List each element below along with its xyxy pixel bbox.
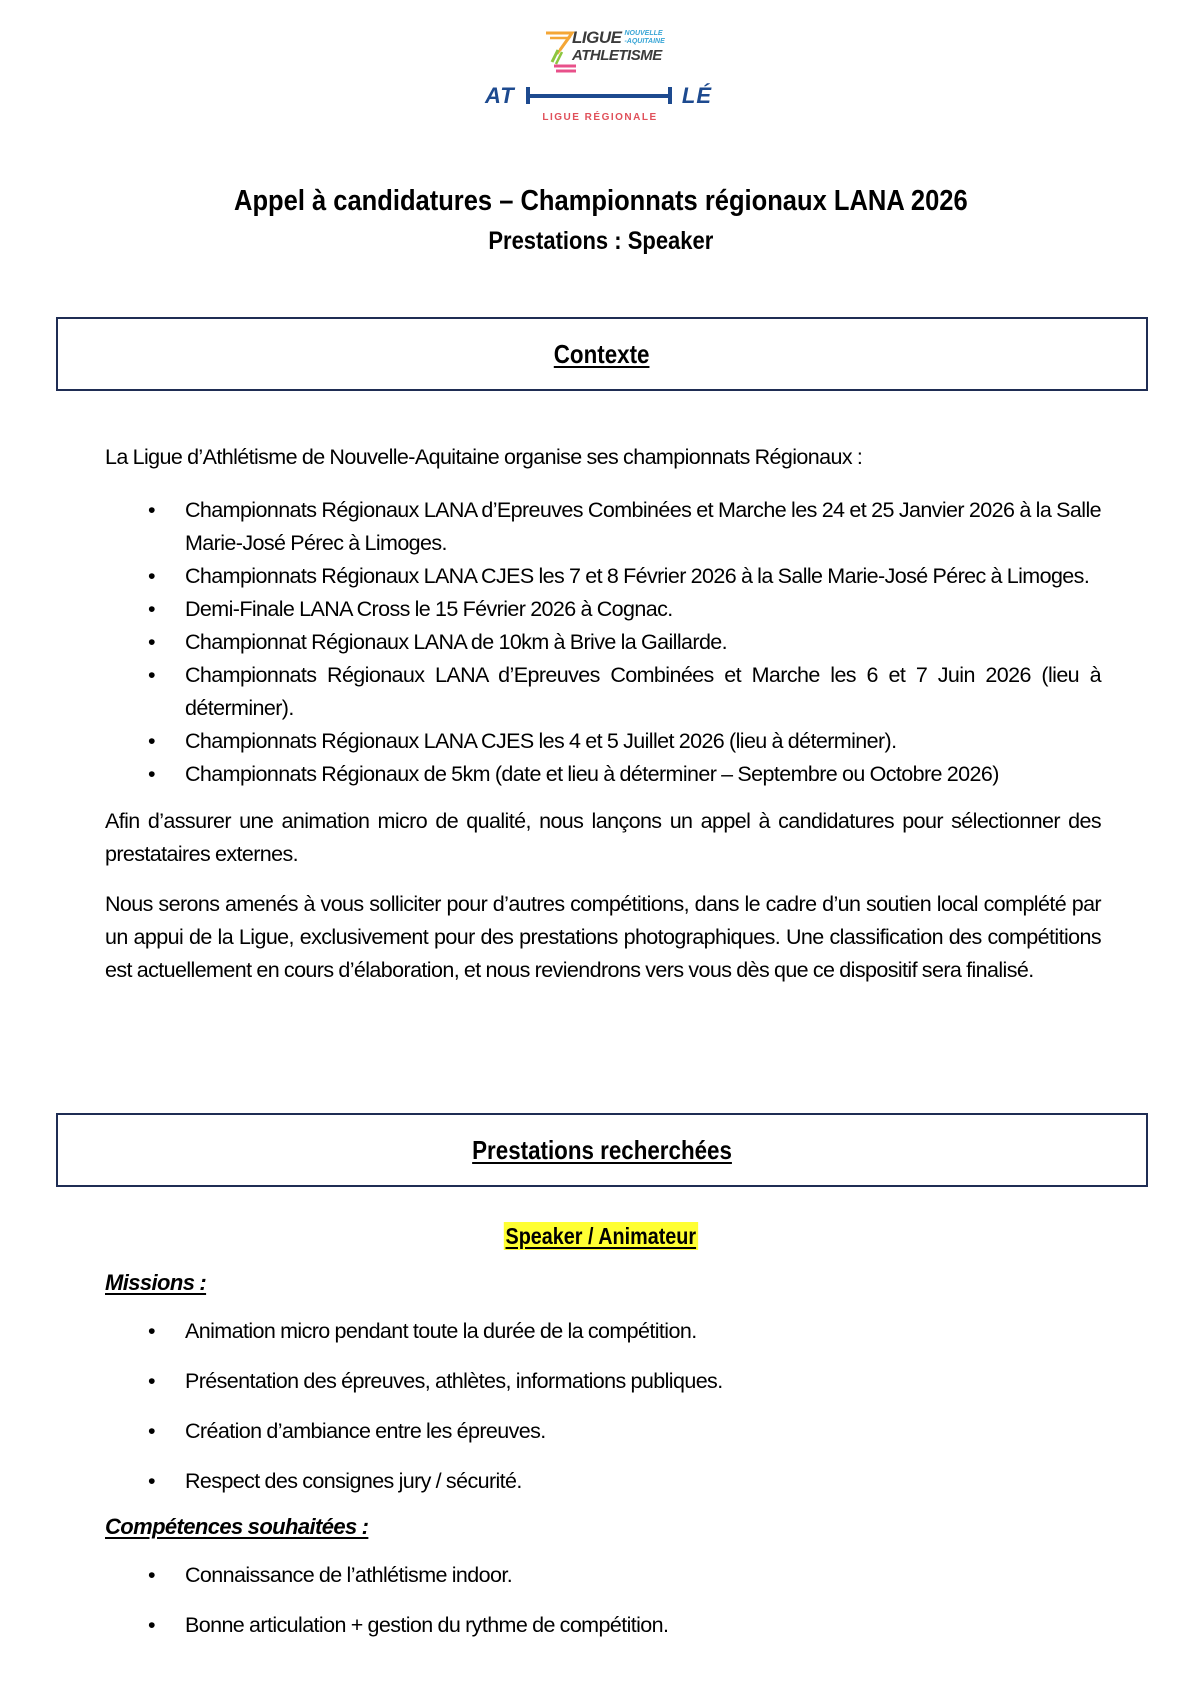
prestations-body bbox=[105, 1268, 1101, 1642]
bullet-icon: • bbox=[148, 729, 155, 753]
logo-word-ligue: LIGUE bbox=[572, 28, 622, 47]
athle-right-letters: LÉ bbox=[681, 83, 712, 108]
list-item: • Respect des consignes jury / sécurité. bbox=[105, 1465, 1101, 1498]
missions-list bbox=[105, 1315, 1101, 1498]
bullet-icon: • bbox=[148, 1319, 155, 1343]
bullet-icon: • bbox=[148, 1419, 155, 1443]
logo-word-athletisme: ATHLETISME bbox=[572, 47, 662, 64]
logo-sub-nouvelle: NOUVELLE bbox=[624, 30, 663, 37]
list-item: • Championnats Régionaux LANA d’Epreuves Combinées et Marche les 24 et 25 Janvier 2026 à la Salle Marie-José Pérec à Limoges. bbox=[105, 494, 1101, 560]
list-item: • Demi-Finale LANA Cross le 15 Février 2026 à Cognac. bbox=[105, 593, 1101, 626]
hurdle-bar-icon bbox=[530, 94, 668, 98]
missions-label: Missions : bbox=[105, 1270, 207, 1295]
skills-label: Compétences souhaitées : bbox=[105, 1514, 369, 1539]
bullet-icon: • bbox=[148, 564, 155, 588]
bullet-icon: • bbox=[148, 762, 155, 786]
bullet-icon: • bbox=[148, 630, 155, 654]
bullet-icon: • bbox=[148, 1469, 155, 1493]
role-highlight: Speaker / Animateur bbox=[505, 1223, 697, 1249]
bullet-icon: • bbox=[148, 498, 155, 522]
bullet-icon: • bbox=[148, 1563, 155, 1587]
list-item: • Championnats Régionaux LANA d’Epreuves Combinées et Marche les 6 et 7 Juin 2026 (lieu à déterminer). bbox=[105, 659, 1101, 725]
athle-left-letters: AT bbox=[485, 83, 515, 108]
list-item: • Bonne articulation + gestion du rythme de compétition. bbox=[105, 1609, 1101, 1642]
page-subtitle: Prestations : Speaker bbox=[488, 227, 714, 255]
contexte-body bbox=[105, 441, 1101, 987]
athle-logo bbox=[480, 84, 720, 108]
list-item: • Création d’ambiance entre les épreuves. bbox=[105, 1415, 1101, 1448]
list-item: • Championnats Régionaux LANA CJES les 7 et 8 Février 2026 à la Salle Marie-José Pérec à Limoges. bbox=[105, 560, 1101, 593]
bullet-icon: • bbox=[148, 1613, 155, 1637]
list-item: • Animation micro pendant toute la durée de la compétition. bbox=[105, 1315, 1101, 1348]
contexte-paragraph-1: Afin d’assurer une animation micro de qualité, nous lançons un appel à candidatures pour sélectionner des prestataires externes. bbox=[105, 809, 1101, 866]
section-title: Prestations recherchées bbox=[472, 1135, 732, 1165]
skills-list bbox=[105, 1559, 1101, 1642]
bullet-icon: • bbox=[148, 663, 155, 687]
league-logo bbox=[480, 28, 720, 128]
section-title: Contexte bbox=[554, 339, 650, 369]
bullet-icon: • bbox=[148, 1369, 155, 1393]
contexte-intro: La Ligue d’Athlétisme de Nouvelle-Aquitaine organise ses championnats Régionaux : bbox=[105, 445, 863, 469]
contexte-paragraph-2: Nous serons amenés à vous solliciter pour d’autres compétitions, dans le cadre d’un soutien local complété par un appui de la Ligue, exclusivement pour des prestations photographiques. Une classification des compétitions est actuellement en cours d’élaboration, et nous reviendrons vers vous dès que ce dispositif sera finalisé. bbox=[105, 892, 1101, 982]
ligue-athletisme-logo bbox=[542, 28, 665, 78]
list-item: • Connaissance de l’athlétisme indoor. bbox=[105, 1559, 1101, 1592]
events-list bbox=[105, 494, 1101, 791]
list-item: • Championnat Régionaux LANA de 10km à Brive la Gaillarde. bbox=[105, 626, 1101, 659]
page-title: Appel à candidatures – Championnats régionaux LANA 2026 bbox=[234, 185, 968, 217]
list-item: • Championnats Régionaux de 5km (date et lieu à déterminer – Septembre ou Octobre 2026) bbox=[105, 758, 1101, 791]
track-stripes-icon bbox=[542, 30, 576, 74]
bullet-icon: • bbox=[148, 597, 155, 621]
logo-tagline: LIGUE RÉGIONALE bbox=[542, 112, 658, 123]
list-item: • Championnats Régionaux LANA CJES les 4 et 5 Juillet 2026 (lieu à déterminer). bbox=[105, 725, 1101, 758]
list-item: • Présentation des épreuves, athlètes, informations publiques. bbox=[105, 1365, 1101, 1398]
section-heading-prestations bbox=[56, 1113, 1148, 1187]
section-heading-contexte bbox=[56, 317, 1148, 391]
logo-sub-aquitaine: -AQUITAINE bbox=[624, 38, 665, 45]
